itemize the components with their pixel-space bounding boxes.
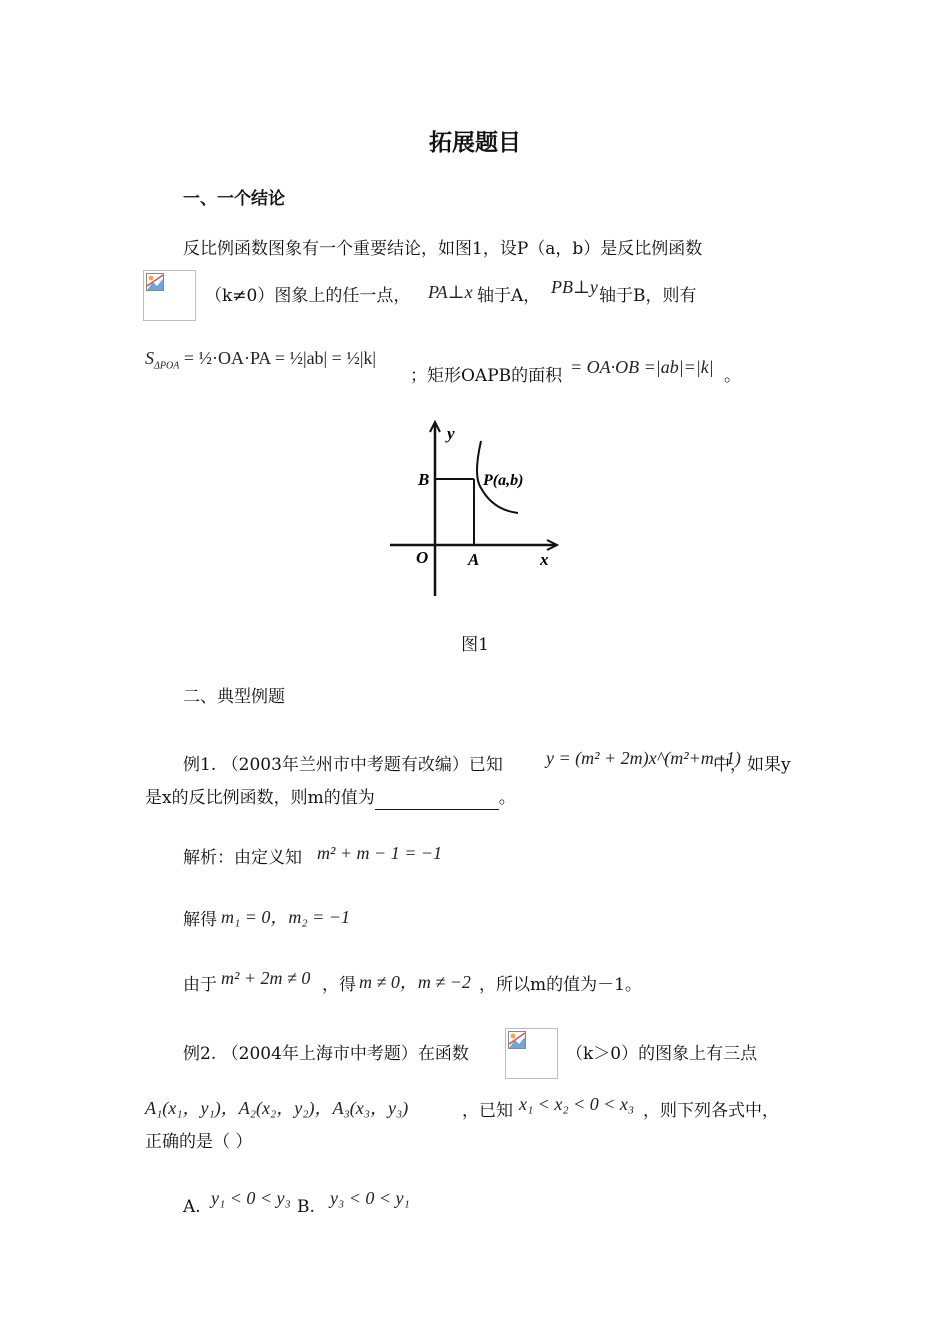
formula-image-placeholder [143,270,196,321]
text-segment: ，则下列各式中， [643,1101,779,1121]
broken-image-icon [508,1031,526,1049]
broken-image-icon [146,273,164,291]
figure-caption: 图1 [461,635,489,655]
text-segment: 中，如果y [713,755,791,775]
text-segment: （k≠0）图象上的任一点， [205,286,411,306]
formula-sol3b: m ≠ 0，m ≠ −2 [359,972,471,992]
text-segment: 。 [498,788,516,808]
solution-line2: 解得 [183,910,217,930]
text-segment: ，得 [322,975,356,995]
label-x: x [540,550,549,569]
formula-s-subscript: ΔPOA [154,360,180,372]
label-y: y [447,424,455,443]
text-segment: （k＞0）的图象上有三点 [566,1044,758,1064]
example1-question [145,786,516,810]
section-heading-conclusion: 一、一个结论 [183,189,285,209]
formula-three-points: A₁(x₁，y₁)，A₂(x₂，y₂)，A₃(x₃，y₃) [145,1098,409,1118]
formula-ex1-function: y = (m² + 2m)x^(m²+m−1) [546,748,741,768]
text-segment: 轴于B，则有 [599,286,697,306]
text-segment: ，所以m的值为－1。 [479,975,642,995]
formula-s: S [145,348,154,368]
formula-rectangle-area: = OA·OB =|ab|=|k| [570,357,714,377]
text-segment: 是x的反比例函数，则m的值为 [145,788,375,808]
formula-pb-perp: PB⊥y [551,277,598,297]
formula-sol3a: m² + 2m ≠ 0 [221,968,311,988]
option-a-formula: y₁ < 0 < y₃ [211,1188,291,1208]
option-b-formula: y₃ < 0 < y₁ [330,1188,410,1208]
paragraph-conclusion-intro: 反比例函数图象有一个重要结论，如图1，设P（a，b）是反比例函数 [183,239,703,259]
label-a: A [468,550,480,569]
option-a-label: A. [183,1197,201,1217]
example2-question: 正确的是（ ） [145,1132,253,1152]
label-o: O [416,548,429,567]
formula-x-condition: x₁ < x₂ < 0 < x₃ [519,1094,635,1114]
text-segment: ，已知 [462,1101,513,1121]
paragraph-conclusion-line2 [205,284,410,308]
formula-sol2: m₁ = 0，m₂ = −1 [221,907,350,927]
answer-blank [375,791,499,810]
label-p: P(a,b) [483,472,524,489]
label-b: B [418,470,430,489]
page-title: 拓展题目 [429,130,521,156]
solution-line1: 解析：由定义知 [183,848,302,868]
section-heading-examples: 二、典型例题 [183,687,285,707]
formula-pa-perp: PA⊥x [428,282,473,302]
formula-s-rest: = ½·OA·PA = ½|ab| = ½|k| [183,348,377,368]
formula-sol1: m² + m − 1 = −1 [317,843,442,863]
formula-triangle-area [145,348,376,372]
example2-intro: 例2. （2004年上海市中考题）在函数 [183,1044,469,1064]
text-segment: 。 [724,366,741,386]
formula-image-placeholder [505,1028,558,1079]
text-segment: 轴于A， [477,286,541,306]
solution-line3: 由于 [183,975,217,995]
option-b-label: B. [297,1197,315,1217]
text-segment: ；矩形OAPB的面积 [410,366,563,386]
example1-intro: 例1. （2003年兰州市中考题有改编）已知 [183,755,503,775]
figure-inverse-function-graph [385,418,565,603]
